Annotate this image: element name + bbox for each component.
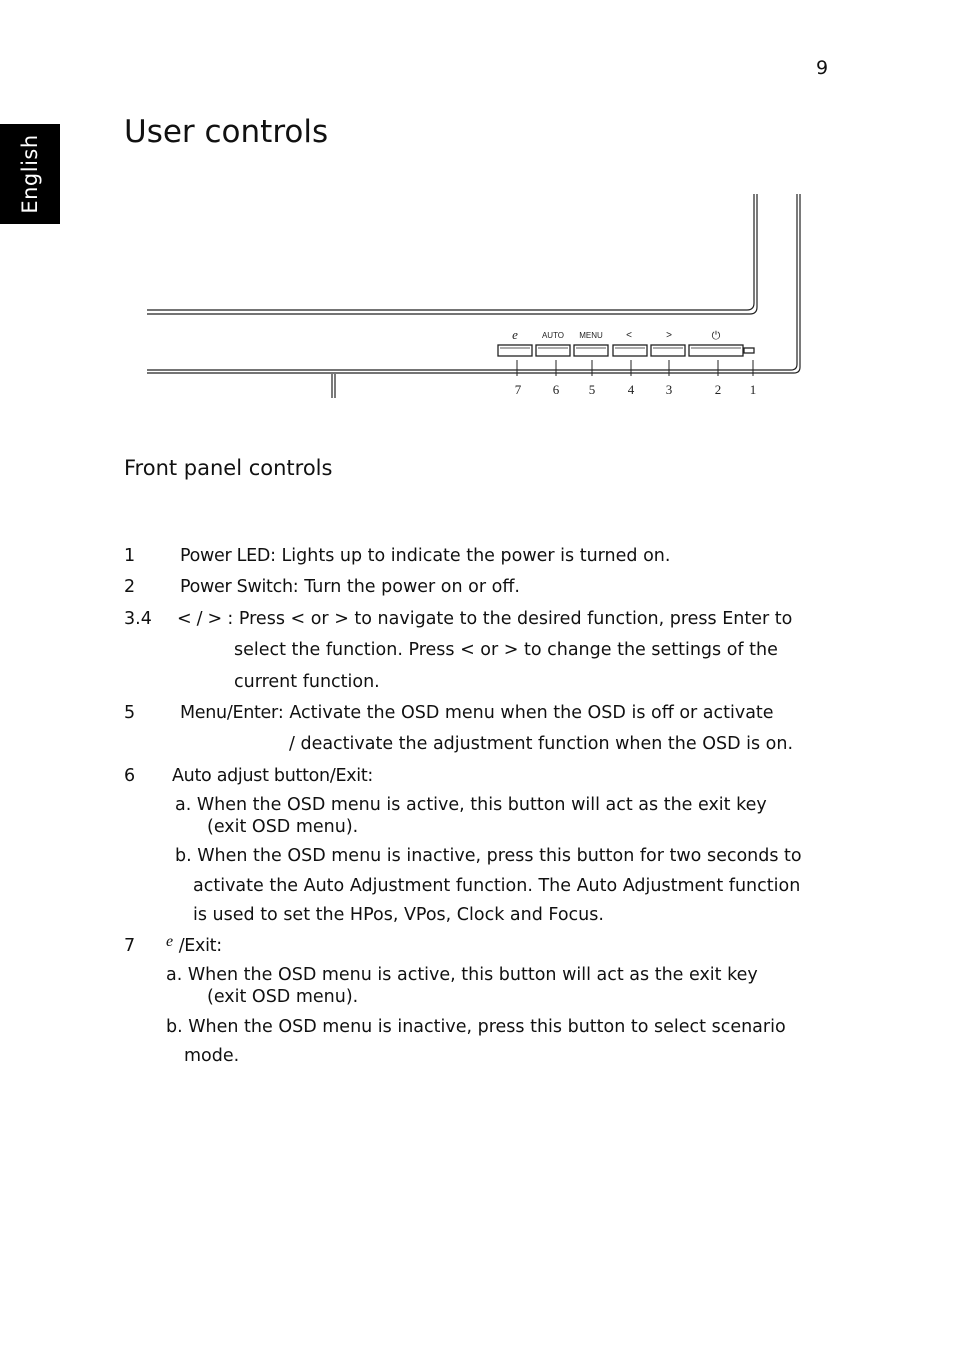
button-right [651, 345, 685, 356]
callout-5: 5 [588, 382, 596, 397]
button-power [689, 345, 743, 356]
button-e [498, 345, 532, 356]
item-subline: activate the Auto Adjustment function. The Auto Adjustment function [193, 876, 801, 896]
callout-4: 4 [627, 382, 635, 397]
item-text: : [367, 766, 374, 786]
menu-label: MENU [579, 331, 603, 340]
list-item [180, 702, 774, 724]
item-subline: (exit OSD menu). [207, 987, 359, 1007]
item-number: 2 [124, 577, 136, 597]
language-tab [0, 124, 60, 224]
right-arrow-icon: > [666, 330, 672, 341]
item-subline: b. When the OSD menu is inactive, press this button to select scenario [166, 1017, 786, 1037]
callout-3: 3 [665, 382, 673, 397]
item-term: Power LED [180, 546, 271, 566]
button-auto [536, 345, 570, 356]
item-subline: mode. [184, 1046, 240, 1066]
list-item [177, 608, 792, 630]
item-term: /Exit [178, 936, 217, 956]
panel-buttons [498, 345, 754, 356]
item-continuation: / deactivate the adjustment function when the OSD is on. [289, 734, 794, 754]
page-title: User controls [124, 114, 329, 150]
item-number: 1 [124, 546, 136, 566]
list-item [180, 576, 520, 598]
item-text: : Turn the power on or off. [292, 577, 520, 597]
list-item [172, 765, 373, 787]
item-term: < / > [177, 609, 222, 629]
section-title: Front panel controls [124, 456, 333, 480]
monitor-bezel [147, 194, 800, 398]
item-subline: b. When the OSD menu is inactive, press this button for two seconds to [175, 846, 802, 866]
monitor-front-panel-diagram [140, 190, 810, 405]
item-term: Power Switch [180, 577, 293, 597]
item-text: : Press < or > to navigate to the desired function, press Enter to [221, 609, 793, 629]
list-item [180, 545, 670, 567]
item-term: Auto adjust button/Exit [172, 766, 368, 786]
callout-1: 1 [749, 382, 757, 397]
item-continuation: select the function. Press < or > to change the settings of the [234, 640, 778, 660]
item-subline: (exit OSD menu). [207, 817, 359, 837]
e-icon: e [166, 933, 174, 950]
item-number: 5 [124, 703, 136, 723]
list-item [166, 935, 222, 958]
left-arrow-icon: < [626, 330, 632, 341]
item-term: Menu/Enter [180, 703, 278, 723]
button-left [613, 345, 647, 356]
callout-2: 2 [714, 382, 722, 397]
button-menu [574, 345, 608, 356]
item-subline: is used to set the HPos, VPos, Clock and Focus. [193, 905, 604, 925]
item-text: : [216, 936, 223, 956]
item-continuation: current function. [234, 672, 380, 692]
item-number: 7 [124, 936, 136, 956]
auto-label: AUTO [541, 331, 565, 340]
button-labels [512, 327, 721, 342]
item-number: 6 [124, 766, 136, 786]
callout-numbers [515, 382, 757, 397]
callout-6: 6 [552, 382, 560, 397]
callout-7: 7 [514, 382, 522, 397]
item-subline: a. When the OSD menu is active, this button will act as the exit key [166, 965, 758, 985]
item-text: : Activate the OSD menu when the OSD is off or activate [277, 703, 774, 723]
power-led [744, 348, 754, 353]
item-subline: a. When the OSD menu is active, this button will act as the exit key [175, 795, 767, 815]
page-number: 9 [816, 57, 829, 79]
item-text: : Lights up to indicate the power is turned on. [270, 546, 671, 566]
item-number: 3.4 [124, 609, 152, 629]
language-tab-label: English [18, 134, 42, 214]
e-icon: e [512, 327, 518, 342]
power-icon: ⏻ [711, 329, 721, 342]
